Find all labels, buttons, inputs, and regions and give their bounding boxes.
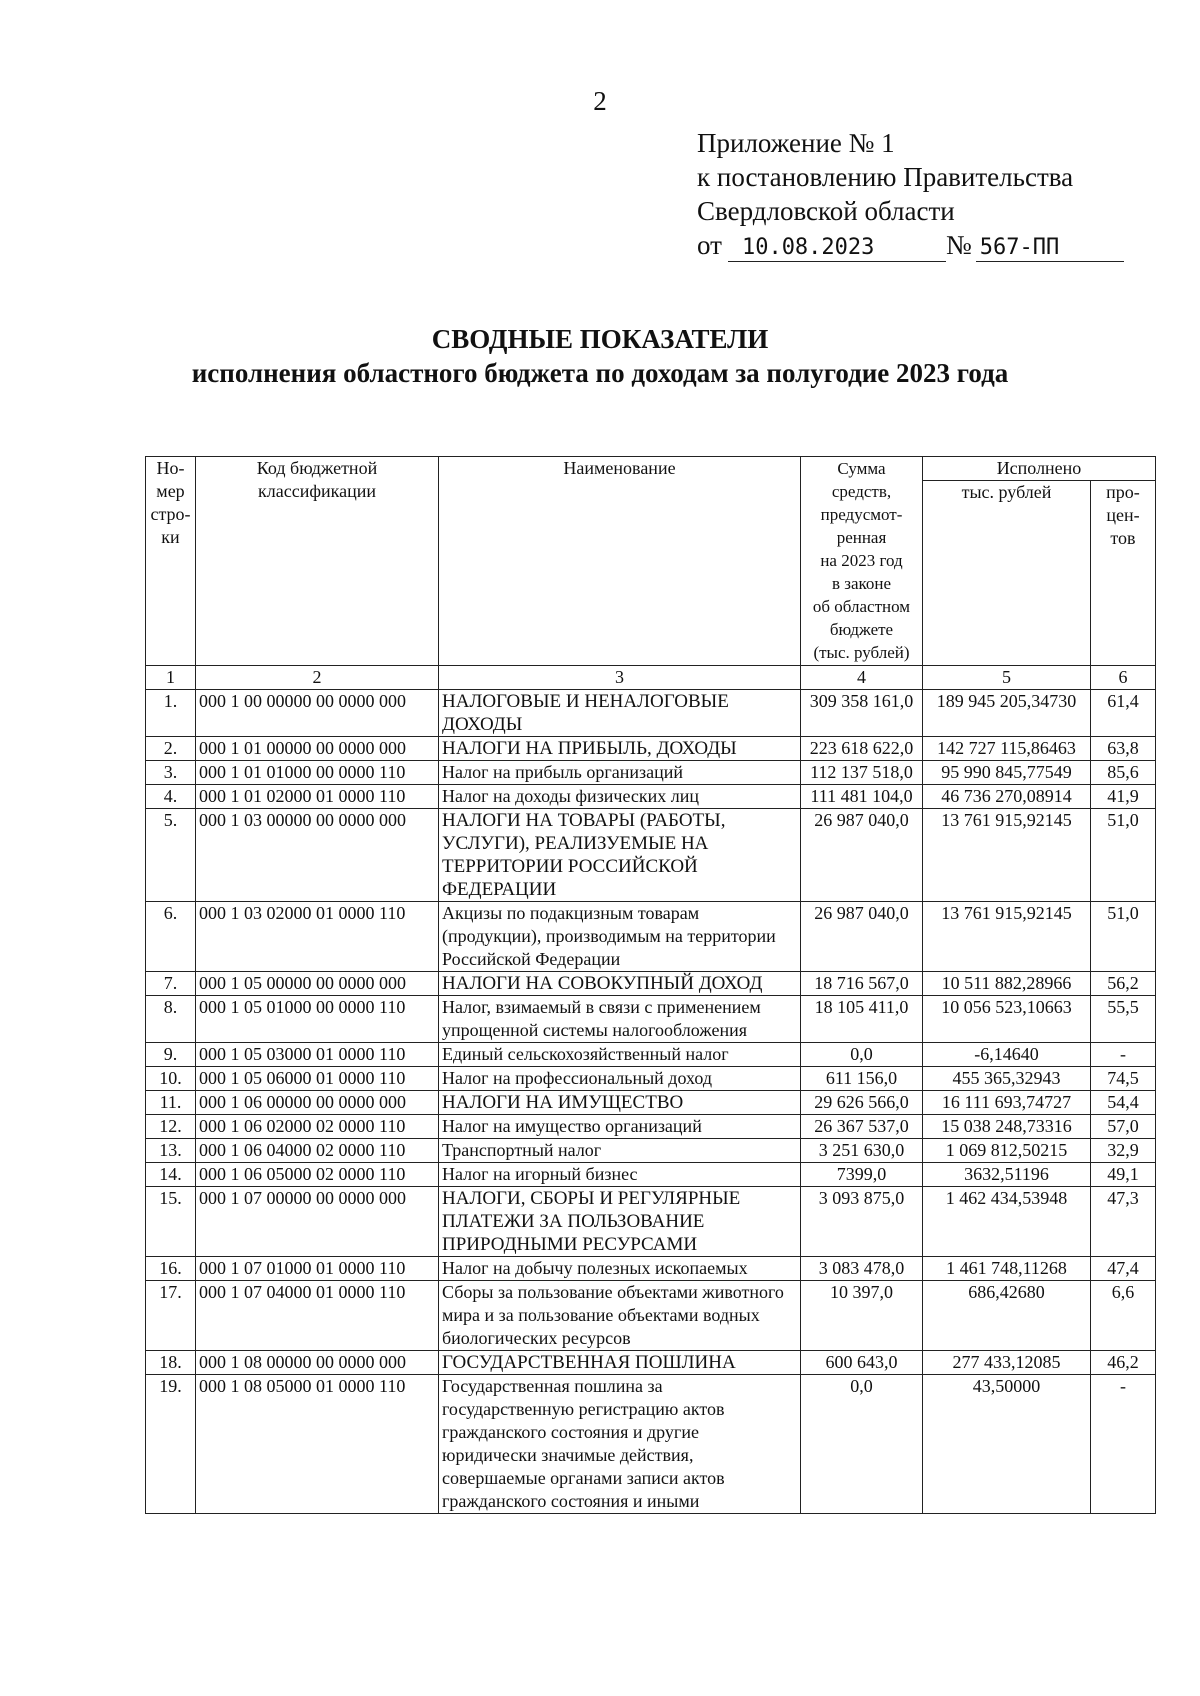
table-row (146, 1257, 1156, 1281)
header-planned-line: ренная (836, 528, 887, 547)
header-planned (801, 457, 923, 666)
executed-amount-cell: 142 727 115,86463 (923, 737, 1091, 761)
number-label: № (945, 230, 972, 260)
item-name-cell: Налог на доходы физических лиц (439, 785, 801, 809)
executed-percent-cell: 47,4 (1091, 1257, 1156, 1281)
budget-code-cell: 000 1 00 00000 00 0000 000 (196, 690, 439, 737)
executed-percent-cell: 51,0 (1091, 902, 1156, 972)
resolution-date: 10.08.2023 (728, 235, 946, 262)
budget-code-cell: 000 1 06 02000 02 0000 110 (196, 1115, 439, 1139)
item-name-cell: НАЛОГИ НА ИМУЩЕСТВО (439, 1091, 801, 1115)
executed-amount-cell: 10 056 523,10663 (923, 996, 1091, 1043)
table-row (146, 1043, 1156, 1067)
planned-amount-cell: 611 156,0 (801, 1067, 923, 1091)
item-name-cell: Сборы за пользование объектами животного мира и за пользование объектами водных биологических ресурсов (439, 1281, 801, 1351)
budget-code-cell: 000 1 08 00000 00 0000 000 (196, 1351, 439, 1375)
budget-table-body (146, 690, 1156, 1514)
executed-percent-cell: - (1091, 1375, 1156, 1514)
row-number-cell: 7. (146, 972, 196, 996)
row-number-cell: 6. (146, 902, 196, 972)
row-number-cell: 14. (146, 1163, 196, 1187)
row-number-cell: 1. (146, 690, 196, 737)
planned-amount-cell: 309 358 161,0 (801, 690, 923, 737)
appendix-block (697, 126, 1124, 262)
header-code-line: Код бюджетной (256, 458, 378, 478)
header-row-number-line: ки (161, 527, 180, 547)
planned-amount-cell: 18 716 567,0 (801, 972, 923, 996)
column-number: 3 (439, 666, 801, 690)
header-planned-line: об областном (812, 597, 911, 616)
planned-amount-cell: 3 251 630,0 (801, 1139, 923, 1163)
header-pct-line: цен- (1106, 505, 1140, 525)
budget-code-cell: 000 1 05 06000 01 0000 110 (196, 1067, 439, 1091)
header-row-number-line: стро- (150, 504, 191, 524)
executed-amount-cell: 13 761 915,92145 (923, 809, 1091, 902)
appendix-date-number-line (697, 228, 1124, 262)
budget-code-cell: 000 1 08 05000 01 0000 110 (196, 1375, 439, 1514)
column-number: 4 (801, 666, 923, 690)
item-name-cell: Единый сельскохозяйственный налог (439, 1043, 801, 1067)
row-number-cell: 16. (146, 1257, 196, 1281)
budget-table (145, 456, 1156, 1514)
row-number-cell: 5. (146, 809, 196, 902)
executed-amount-cell: 277 433,12085 (923, 1351, 1091, 1375)
header-planned-line: предусмот- (820, 505, 903, 524)
column-numbers-row (146, 666, 1156, 690)
budget-code-cell: 000 1 06 00000 00 0000 000 (196, 1091, 439, 1115)
document-title: СВОДНЫЕ ПОКАЗАТЕЛИ (431, 324, 769, 354)
table-row (146, 996, 1156, 1043)
appendix-title: Приложение № 1 (697, 128, 895, 158)
executed-percent-cell: 74,5 (1091, 1067, 1156, 1091)
executed-percent-cell: 41,9 (1091, 785, 1156, 809)
header-executed: Исполнено (923, 457, 1156, 481)
budget-code-cell: 000 1 03 00000 00 0000 000 (196, 809, 439, 902)
table-row (146, 1375, 1156, 1514)
item-name-cell: НАЛОГИ НА СОВОКУПНЫЙ ДОХОД (439, 972, 801, 996)
executed-amount-cell: 43,50000 (923, 1375, 1091, 1514)
item-name-cell: Транспортный налог (439, 1139, 801, 1163)
executed-percent-cell: - (1091, 1043, 1156, 1067)
table-row (146, 1281, 1156, 1351)
planned-amount-cell: 111 481 104,0 (801, 785, 923, 809)
executed-amount-cell: 1 461 748,11268 (923, 1257, 1091, 1281)
row-number-cell: 11. (146, 1091, 196, 1115)
item-name-cell: Налог на имущество организаций (439, 1115, 801, 1139)
executed-amount-cell: 189 945 205,34730 (923, 690, 1091, 737)
executed-percent-cell: 47,3 (1091, 1187, 1156, 1257)
executed-percent-cell: 49,1 (1091, 1163, 1156, 1187)
planned-amount-cell: 223 618 622,0 (801, 737, 923, 761)
budget-code-cell: 000 1 01 02000 01 0000 110 (196, 785, 439, 809)
header-row-number (146, 457, 196, 666)
planned-amount-cell: 26 987 040,0 (801, 902, 923, 972)
executed-amount-cell: 455 365,32943 (923, 1067, 1091, 1091)
executed-amount-cell: 10 511 882,28966 (923, 972, 1091, 996)
budget-code-cell: 000 1 07 00000 00 0000 000 (196, 1187, 439, 1257)
item-name-cell: Государственная пошлина за государственную регистрацию актов гражданского состояния и другие юридически значимые действия, совершаемые органами записи актов гражданского состояния и иными (439, 1375, 801, 1514)
row-number-cell: 3. (146, 761, 196, 785)
page-number: 2 (593, 86, 607, 116)
planned-amount-cell: 600 643,0 (801, 1351, 923, 1375)
table-row (146, 737, 1156, 761)
header-planned-line: бюджете (829, 620, 894, 639)
header-row-number-line: Но- (156, 458, 185, 478)
header-planned-line: (тыс. рублей) (813, 643, 910, 662)
table-row (146, 1115, 1156, 1139)
executed-percent-cell: 55,5 (1091, 996, 1156, 1043)
planned-amount-cell: 3 083 478,0 (801, 1257, 923, 1281)
budget-code-cell: 000 1 07 01000 01 0000 110 (196, 1257, 439, 1281)
row-number-cell: 4. (146, 785, 196, 809)
table-row (146, 972, 1156, 996)
planned-amount-cell: 29 626 566,0 (801, 1091, 923, 1115)
row-number-cell: 19. (146, 1375, 196, 1514)
item-name-cell: Налог на игорный бизнес (439, 1163, 801, 1187)
row-number-cell: 8. (146, 996, 196, 1043)
column-number: 1 (146, 666, 196, 690)
header-planned-line: на 2023 год (820, 551, 903, 570)
header-executed-pct (1091, 481, 1156, 666)
row-number-cell: 13. (146, 1139, 196, 1163)
executed-amount-cell: 95 990 845,77549 (923, 761, 1091, 785)
item-name-cell: Акцизы по подакцизным товарам (продукции), производимым на территории Российской Федерации (439, 902, 801, 972)
table-row (146, 1067, 1156, 1091)
executed-amount-cell: 1 069 812,50215 (923, 1139, 1091, 1163)
planned-amount-cell: 18 105 411,0 (801, 996, 923, 1043)
header-code-line: классификации (258, 481, 376, 501)
budget-code-cell: 000 1 01 00000 00 0000 000 (196, 737, 439, 761)
planned-amount-cell: 112 137 518,0 (801, 761, 923, 785)
column-number: 6 (1091, 666, 1156, 690)
planned-amount-cell: 7399,0 (801, 1163, 923, 1187)
table-row (146, 902, 1156, 972)
executed-percent-cell: 57,0 (1091, 1115, 1156, 1139)
executed-percent-cell: 46,2 (1091, 1351, 1156, 1375)
resolution-number: 567-ПП (976, 235, 1124, 262)
executed-amount-cell: 686,42680 (923, 1281, 1091, 1351)
appendix-resolution-line: к постановлению Правительства (697, 162, 1074, 192)
table-row (146, 785, 1156, 809)
budget-code-cell: 000 1 05 03000 01 0000 110 (196, 1043, 439, 1067)
executed-percent-cell: 6,6 (1091, 1281, 1156, 1351)
document-subtitle: исполнения областного бюджета по доходам за полугодие 2023 года (191, 358, 1009, 388)
executed-percent-cell: 85,6 (1091, 761, 1156, 785)
header-planned-line: средств, (831, 482, 892, 501)
item-name-cell: НАЛОГИ, СБОРЫ И РЕГУЛЯРНЫЕ ПЛАТЕЖИ ЗА ПОЛЬЗОВАНИЕ ПРИРОДНЫМИ РЕСУРСАМИ (439, 1187, 801, 1257)
item-name-cell: ГОСУДАРСТВЕННАЯ ПОШЛИНА (439, 1351, 801, 1375)
appendix-region-line: Свердловской области (697, 196, 955, 226)
executed-percent-cell: 32,9 (1091, 1139, 1156, 1163)
planned-amount-cell: 26 367 537,0 (801, 1115, 923, 1139)
executed-amount-cell: 3632,51196 (923, 1163, 1091, 1187)
header-code (196, 457, 439, 666)
item-name-cell: Налог на прибыль организаций (439, 761, 801, 785)
executed-percent-cell: 56,2 (1091, 972, 1156, 996)
budget-code-cell: 000 1 07 04000 01 0000 110 (196, 1281, 439, 1351)
budget-code-cell: 000 1 06 04000 02 0000 110 (196, 1139, 439, 1163)
header-pct-line: тов (1110, 528, 1136, 548)
row-number-cell: 17. (146, 1281, 196, 1351)
table-row (146, 809, 1156, 902)
header-planned-line: в законе (831, 574, 892, 593)
planned-amount-cell: 0,0 (801, 1375, 923, 1514)
planned-amount-cell: 3 093 875,0 (801, 1187, 923, 1257)
header-executed-rub: тыс. рублей (923, 481, 1091, 666)
planned-amount-cell: 26 987 040,0 (801, 809, 923, 902)
budget-code-cell: 000 1 05 01000 00 0000 110 (196, 996, 439, 1043)
executed-amount-cell: 15 038 248,73316 (923, 1115, 1091, 1139)
budget-code-cell: 000 1 01 01000 00 0000 110 (196, 761, 439, 785)
executed-percent-cell: 63,8 (1091, 737, 1156, 761)
budget-code-cell: 000 1 05 00000 00 0000 000 (196, 972, 439, 996)
executed-amount-cell: 16 111 693,74727 (923, 1091, 1091, 1115)
table-row (146, 1091, 1156, 1115)
from-label: от (697, 230, 722, 260)
row-number-cell: 10. (146, 1067, 196, 1091)
item-name-cell: Налог на добычу полезных ископаемых (439, 1257, 801, 1281)
executed-percent-cell: 54,4 (1091, 1091, 1156, 1115)
budget-code-cell: 000 1 06 05000 02 0000 110 (196, 1163, 439, 1187)
executed-amount-cell: 46 736 270,08914 (923, 785, 1091, 809)
table-row (146, 1351, 1156, 1375)
header-row-number-line: мер (156, 481, 185, 501)
table-row (146, 1187, 1156, 1257)
planned-amount-cell: 10 397,0 (801, 1281, 923, 1351)
item-name-cell: НАЛОГИ НА ТОВАРЫ (РАБОТЫ, УСЛУГИ), РЕАЛИЗУЕМЫЕ НА ТЕРРИТОРИИ РОССИЙСКОЙ ФЕДЕРАЦИИ (439, 809, 801, 902)
table-row (146, 1139, 1156, 1163)
budget-code-cell: 000 1 03 02000 01 0000 110 (196, 902, 439, 972)
header-planned-line: Сумма (837, 459, 886, 478)
item-name-cell: Налог на профессиональный доход (439, 1067, 801, 1091)
executed-percent-cell: 61,4 (1091, 690, 1156, 737)
row-number-cell: 15. (146, 1187, 196, 1257)
row-number-cell: 18. (146, 1351, 196, 1375)
table-row (146, 690, 1156, 737)
row-number-cell: 9. (146, 1043, 196, 1067)
executed-amount-cell: 13 761 915,92145 (923, 902, 1091, 972)
column-number: 2 (196, 666, 439, 690)
table-row (146, 1163, 1156, 1187)
planned-amount-cell: 0,0 (801, 1043, 923, 1067)
item-name-cell: НАЛОГИ НА ПРИБЫЛЬ, ДОХОДЫ (439, 737, 801, 761)
executed-amount-cell: 1 462 434,53948 (923, 1187, 1091, 1257)
executed-percent-cell: 51,0 (1091, 809, 1156, 902)
header-pct-line: про- (1106, 482, 1140, 502)
item-name-cell: НАЛОГОВЫЕ И НЕНАЛОГОВЫЕ ДОХОДЫ (439, 690, 801, 737)
header-name: Наименование (439, 457, 801, 666)
row-number-cell: 12. (146, 1115, 196, 1139)
table-row (146, 761, 1156, 785)
row-number-cell: 2. (146, 737, 196, 761)
executed-amount-cell: -6,14640 (923, 1043, 1091, 1067)
column-number: 5 (923, 666, 1091, 690)
item-name-cell: Налог, взимаемый в связи с применением упрощенной системы налогообложения (439, 996, 801, 1043)
